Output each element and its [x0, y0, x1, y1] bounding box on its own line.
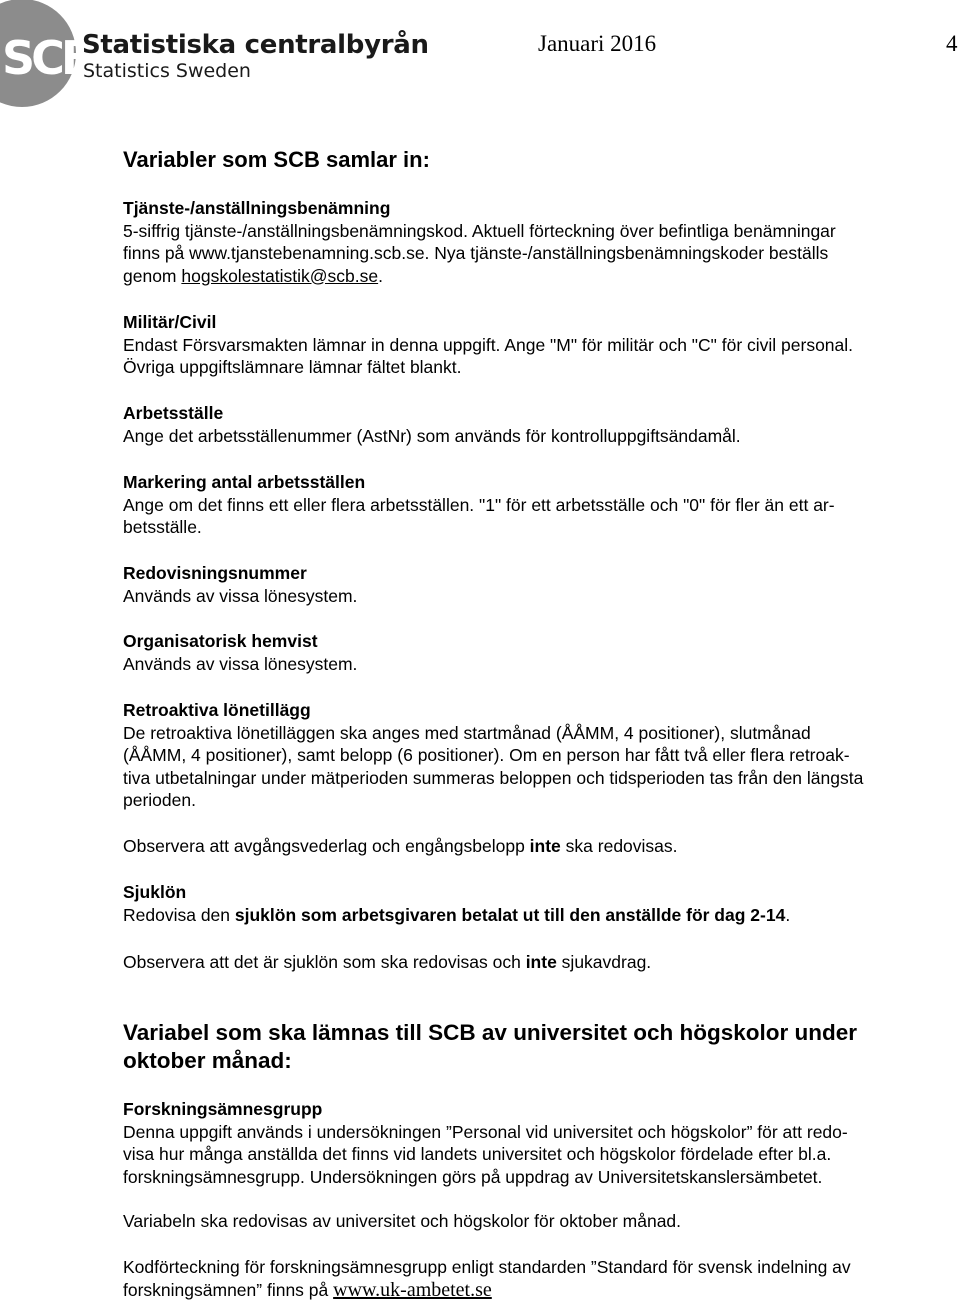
org-name: Statistiska centralbyrån [82, 30, 429, 60]
section-organisatorisk [123, 630, 938, 675]
redovisning-line-1: Används av vissa lönesystem. [123, 585, 358, 606]
retroaktiva-obs-bold: inte [529, 836, 561, 856]
section-heading-universities-line-1: Variabel som ska lämnas till SCB av universitet och högskolor under [123, 1020, 857, 1045]
forskning-title: Forskningsämnesgrupp [123, 1099, 323, 1119]
tjanste-line-3 [123, 265, 938, 288]
retroaktiva-line-4: perioden. [123, 790, 196, 810]
organisatorisk-line-1: Används av vissa lönesystem. [123, 653, 358, 674]
section-retroaktiva [123, 699, 938, 812]
sjuklon-obs-post: sjukavdrag. [556, 952, 652, 972]
retroaktiva-obs-post: ska redovisas. [560, 836, 678, 856]
section-heading-variables: Variabler som SCB samlar in: [123, 147, 430, 172]
markering-line-2: betsställe. [123, 517, 202, 537]
sjuklon-title: Sjuklön [123, 882, 187, 902]
section-arbetsstalle [123, 402, 938, 447]
markering-line-1: Ange om det finns ett eller flera arbetsställen. "1" för ett arbetsställe och "0" för fler än ett ar- [123, 494, 835, 515]
scb-logo-icon [0, 0, 92, 112]
militar-title: Militär/Civil [123, 312, 217, 332]
forskning-p3-line-1: Kodförteckning för forskningsämnesgrupp enligt standarden ”Standard för svensk indelning av [123, 1257, 851, 1277]
uk-ambetet-link[interactable]: www.uk-ambetet.se [333, 1278, 492, 1301]
tjanste-line-3-post: . [378, 265, 383, 286]
forskning-line-3: forskningsämnesgrupp. Undersökningen görs på uppdrag av Universitetskanslersämbetet. [123, 1166, 823, 1187]
retroaktiva-line-2: (ÅÅMM, 4 positioner), samt belopp (6 positioner). Om en person har fått två eller flera retroak- [123, 745, 850, 765]
org-name-english: Statistics Sweden [83, 60, 251, 82]
section-forskning [123, 1098, 938, 1188]
tjanste-line-2: finns på www.tjanstebenamning.scb.se. Nya tjänste-/anställningsbenämningskoder beställs [123, 243, 829, 263]
retroaktiva-line-3: tiva utbetalningar under mätperioden summeras beloppen och tidsperioden tas från den längsta [123, 767, 864, 788]
tjanste-line-3-pre: genom [123, 265, 182, 286]
forskning-line-1: Denna uppgift används i undersökningen ”Personal vid universitet och högskolor” för att redo- [123, 1121, 848, 1142]
militar-line-1: Endast Försvarsmakten lämnar in denna uppgift. Ange "M" för militär och "C" för civil personal. [123, 334, 854, 355]
retroaktiva-observation [123, 835, 938, 858]
militar-line-2: Övriga uppgiftslämnare lämnar fältet blankt. [123, 357, 462, 377]
forskning-paragraph-3 [123, 1256, 938, 1301]
arbetsstalle-title: Arbetsställe [123, 403, 224, 423]
retroaktiva-obs-pre: Observera att avgångsvederlag och engångsbelopp [123, 836, 530, 856]
markering-title: Markering antal arbetsställen [123, 472, 366, 492]
tjanste-line-1: 5-siffrig tjänste-/anställningsbenämningskod. Aktuell förteckning över befintliga benämningar [123, 220, 836, 241]
header-date: Januari 2016 [538, 31, 657, 56]
redovisning-title: Redovisningsnummer [123, 563, 307, 583]
page-number: 4 [946, 31, 958, 56]
organisatorisk-title: Organisatorisk hemvist [123, 631, 318, 651]
retroaktiva-title: Retroaktiva lönetillägg [123, 700, 311, 720]
retroaktiva-line-1: De retroaktiva lönetilläggen ska anges med startmånad (ÅÅMM, 4 positioner), slutmånad [123, 722, 811, 743]
page-header [0, 0, 960, 112]
sjuklon-line-bold: sjuklön som arbetsgivaren betalat ut till den anställde för dag 2-14 [234, 904, 786, 925]
arbetsstalle-line-1: Ange det arbetsställenummer (AstNr) som används för kontrolluppgiftsändamål. [123, 425, 741, 446]
forskning-line-2: visa hur många anställda det finns vid landets universitet och högskolor fördelade efter bl.a. [123, 1144, 832, 1164]
sjuklon-observation [123, 951, 938, 974]
scb-logo-text: SCB [2, 31, 92, 85]
sjuklon-line-pre: Redovisa den [123, 904, 235, 925]
email-link[interactable]: hogskolestatistik@scb.se [181, 265, 379, 286]
forskning-p2: Variabeln ska redovisas av universitet och högskolor för oktober månad. [123, 1211, 682, 1231]
section-tjanste [123, 197, 938, 287]
section-heading-universities-line-2: oktober månad: [123, 1048, 292, 1073]
forskning-paragraph-2 [123, 1210, 938, 1233]
section-markering [123, 471, 938, 539]
section-militar [123, 311, 938, 379]
forskning-p3-line-2-pre: forskningsämnen” finns på [123, 1279, 334, 1300]
sjuklon-line-post: . [785, 904, 791, 925]
sjuklon-obs-bold: inte [525, 952, 557, 972]
section-sjuklon [123, 881, 938, 926]
tjanste-title: Tjänste-/anställningsbenämning [123, 198, 391, 218]
section-redovisning [123, 562, 938, 607]
sjuklon-obs-pre: Observera att det är sjuklön som ska redovisas och [123, 952, 526, 972]
